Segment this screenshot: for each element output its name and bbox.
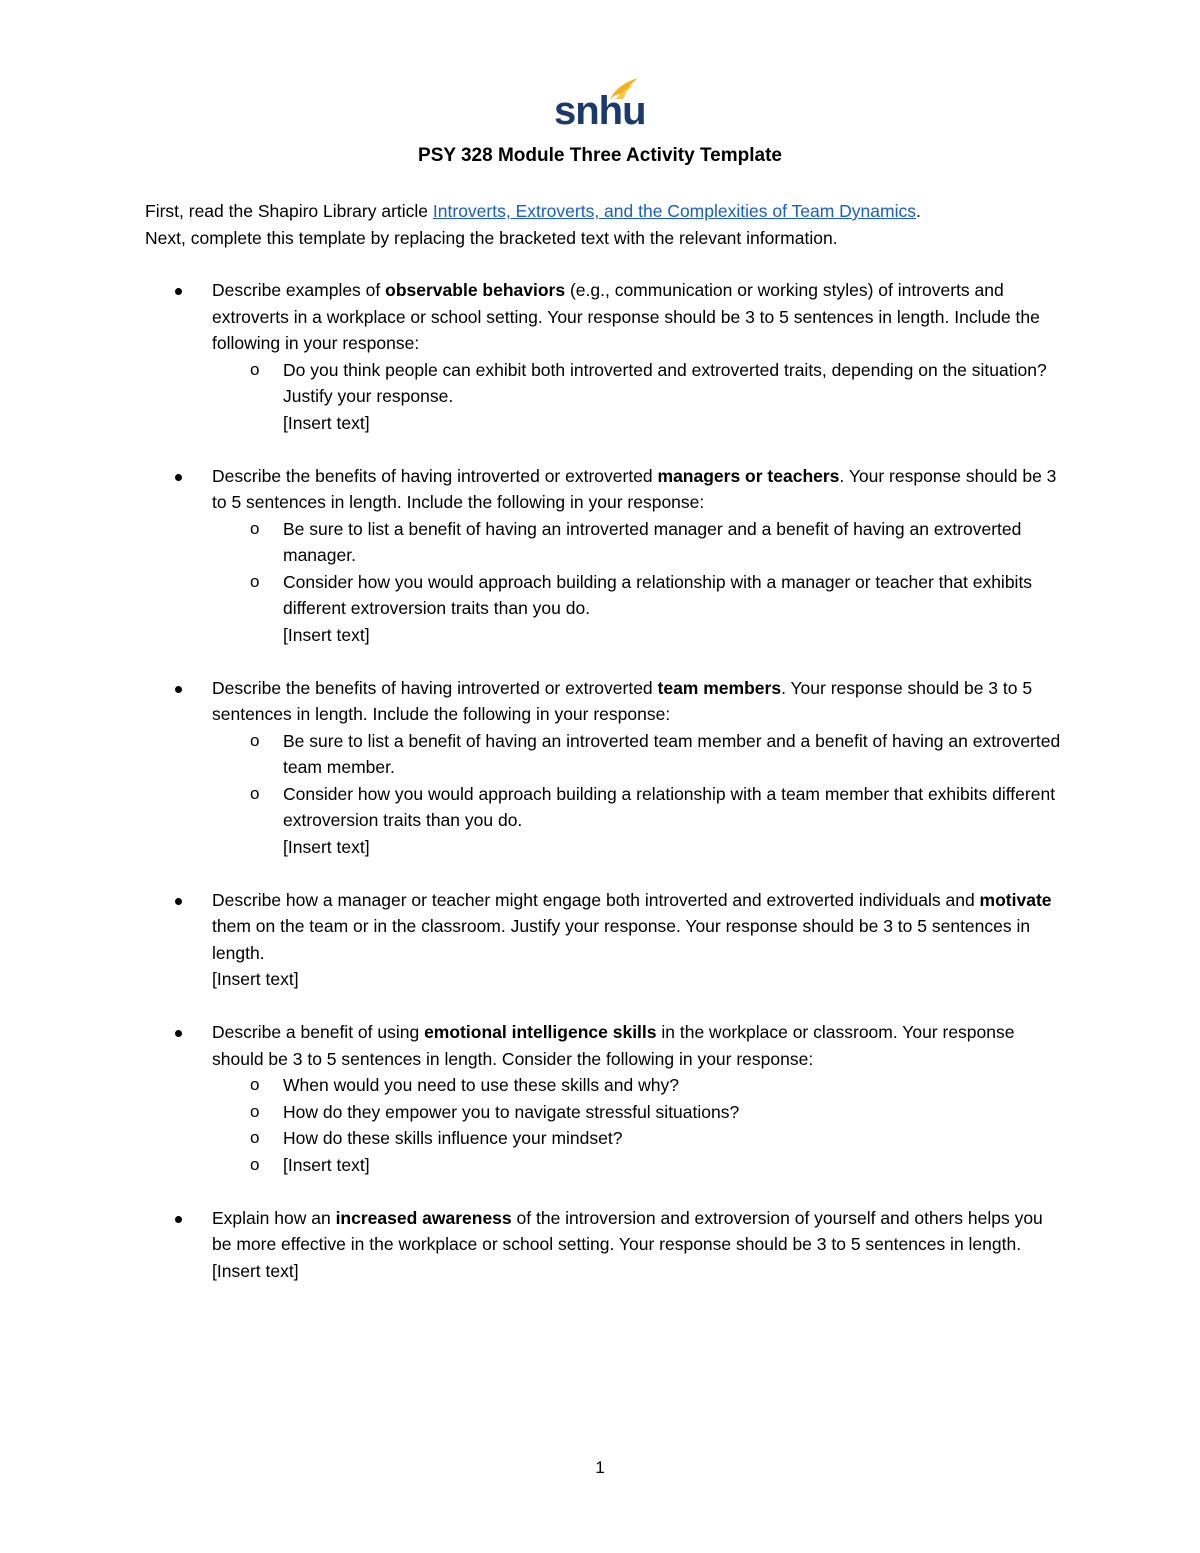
page-number: 1	[595, 1458, 605, 1477]
circle-bullet-icon: o	[250, 359, 260, 379]
item-text: . Your response should be 3 to 5 sentences in length. Include the following in your response:	[212, 677, 1033, 724]
sub-list-item	[212, 1125, 1065, 1152]
sub-list-item	[212, 728, 1065, 781]
insert-text-placeholder[interactable]: [Insert text]	[283, 836, 370, 857]
item-keyword: emotional intelligence skills	[424, 1022, 657, 1042]
circle-bullet-icon: o	[250, 783, 260, 803]
list-item	[145, 887, 1065, 993]
page-title: PSY 328 Module Three Activity Template	[418, 145, 782, 166]
circle-bullet-icon: o	[250, 1154, 260, 1174]
circle-bullet-icon: o	[250, 1128, 260, 1147]
bullet-icon	[175, 1030, 182, 1037]
item-text: . Your response should be 3 to 5 sentences in length. Include the following in your response:	[212, 465, 1057, 512]
item-text: Describe a benefit of using	[212, 1022, 425, 1042]
sub-item-text: Consider how you would approach building a relationship with a manager or teacher that exhibits different extroversion traits than you do.	[283, 571, 1033, 618]
insert-text-placeholder[interactable]: [Insert text]	[212, 969, 299, 989]
sub-list	[212, 728, 1065, 861]
sub-list-item	[212, 1072, 1065, 1099]
item-text: Describe the benefits of having introverted or extroverted	[212, 465, 658, 486]
sub-list	[212, 357, 1065, 437]
bullet-icon	[175, 898, 182, 905]
intro-prefix: First, read the Shapiro Library article	[145, 201, 433, 221]
sub-item-text: Do you think people can exhibit both introverted and extroverted traits, depending on the situation? Justify your response.	[283, 359, 1047, 406]
logo-wordmark: snhu	[554, 89, 646, 133]
item-text: (e.g., communication or working styles) of introverts and extroverts in a workplace or school setting. Your response should be 3 to 5 sentences in length. Include the following in your response:	[212, 280, 1040, 353]
list-item	[145, 277, 1065, 436]
sub-list-item	[212, 781, 1065, 861]
sub-list-item	[212, 357, 1065, 437]
circle-bullet-icon: o	[250, 571, 260, 591]
item-text: Describe how a manager or teacher might engage both introverted and extroverted individuals and	[212, 889, 980, 910]
list-item	[145, 675, 1065, 861]
sub-item-text: Consider how you would approach building a relationship with a team member that exhibits different extroversion traits than you do.	[283, 783, 1056, 830]
snhu-logo	[554, 76, 646, 133]
sub-list-item	[212, 569, 1065, 649]
sub-list	[212, 516, 1065, 649]
article-link[interactable]: Introverts, Extroverts, and the Complexities of Team Dynamics	[432, 201, 916, 221]
sub-list-item	[212, 1099, 1065, 1126]
insert-text-placeholder[interactable]: [Insert text]	[283, 412, 370, 433]
question-list	[145, 277, 1065, 1311]
insert-text-placeholder[interactable]: [Insert text]	[283, 624, 370, 645]
sub-item-text: How do they empower you to navigate stressful situations?	[283, 1101, 740, 1122]
insert-text-placeholder[interactable]: [Insert text]	[212, 1260, 299, 1281]
intro-paragraph	[145, 198, 1065, 251]
item-keyword: team members	[657, 677, 782, 698]
bullet-icon	[175, 1216, 182, 1223]
list-item	[145, 1205, 1065, 1285]
sub-item-text: Be sure to list a benefit of having an introverted team member and a benefit of having an extroverted team member.	[283, 730, 1061, 777]
item-keyword: increased awareness	[335, 1207, 512, 1228]
bullet-icon	[175, 474, 182, 481]
intro-line-1	[145, 198, 1065, 225]
bullet-icon	[175, 686, 182, 693]
item-text: of the introversion and extroversion of yourself and others helps you be more effective in the workplace or school setting. Your response should be 3 to 5 sentences in length.	[212, 1207, 1043, 1254]
sub-item-text: When would you need to use these skills and why?	[283, 1075, 679, 1095]
sub-item-text: Be sure to list a benefit of having an introverted manager and a benefit of having an extroverted manager.	[283, 518, 1022, 565]
item-keyword: observable behaviors	[385, 280, 566, 300]
item-text: Explain how an	[212, 1207, 336, 1228]
list-item	[145, 1019, 1065, 1178]
intro-suffix: .	[915, 201, 921, 221]
sub-list	[212, 1072, 1065, 1178]
circle-bullet-icon: o	[250, 1075, 260, 1094]
sub-list-item	[212, 516, 1065, 569]
list-item	[145, 463, 1065, 649]
item-text: in the workplace or classroom. Your response should be 3 to 5 sentences in length. Consider the following in your response:	[212, 1022, 1015, 1069]
intro-line-2: Next, complete this template by replacing the bracketed text with the relevant information.	[145, 227, 838, 248]
circle-bullet-icon: o	[250, 730, 260, 750]
item-text: Describe the benefits of having introverted or extroverted	[212, 677, 658, 698]
item-keyword: managers or teachers	[657, 465, 840, 486]
sub-item-text: How do these skills influence your mindset?	[283, 1128, 623, 1148]
item-text: them on the team or in the classroom. Justify your response. Your response should be 3 to 5 sentences in length.	[212, 916, 1031, 963]
circle-bullet-icon: o	[250, 518, 260, 538]
sub-list-item	[212, 1152, 1065, 1179]
bullet-icon	[175, 288, 182, 295]
item-text: Describe examples of	[212, 280, 386, 300]
item-keyword: motivate	[979, 889, 1052, 910]
insert-text-placeholder[interactable]: [Insert text]	[283, 1154, 370, 1175]
circle-bullet-icon: o	[250, 1101, 260, 1121]
